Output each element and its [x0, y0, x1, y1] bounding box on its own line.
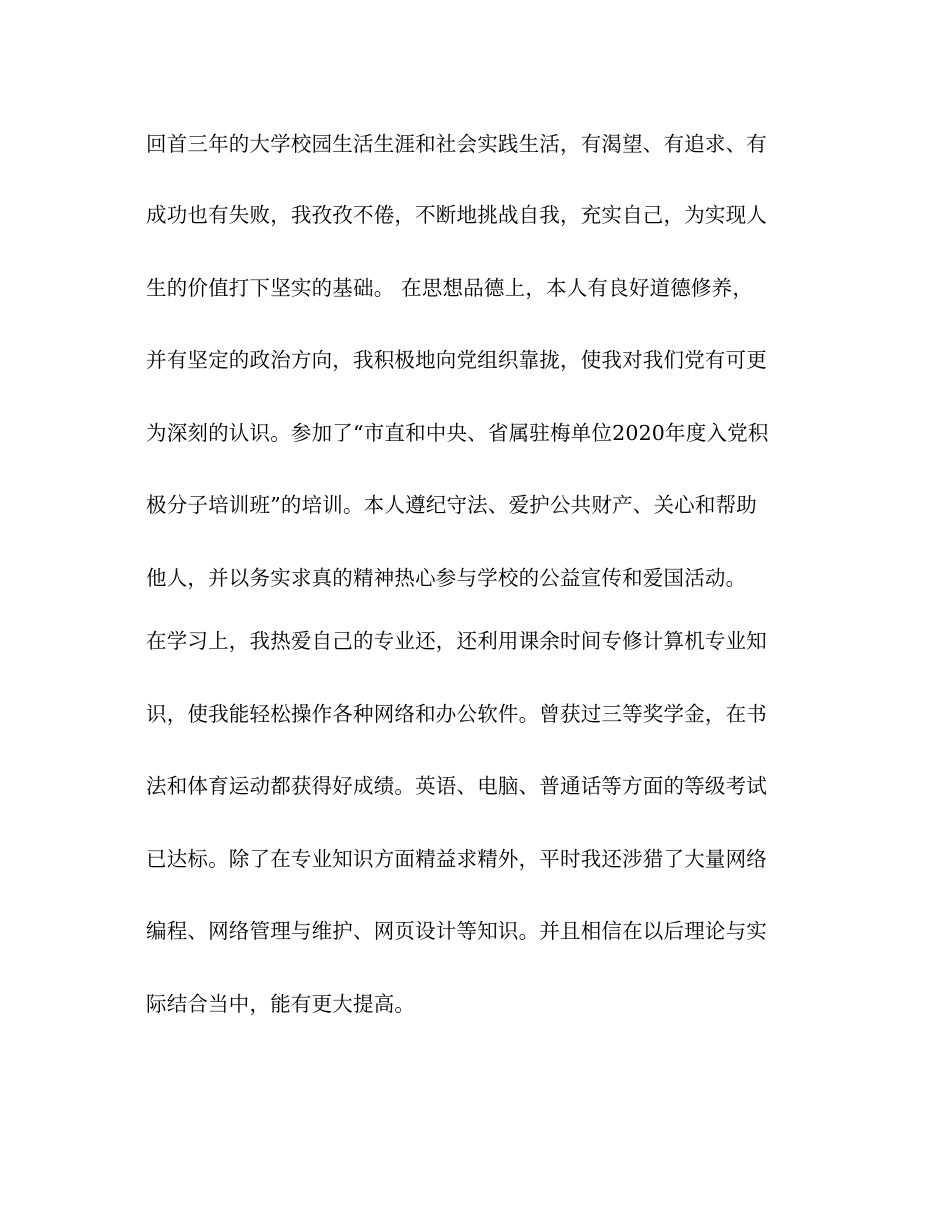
- text-line: 识，使我能轻松操作各种网络和办公软件。曾获过三等奖学金，在书: [146, 702, 767, 726]
- text-line: 在学习上，我热爱自己的专业还，还利用课余时间专修计算机专业知: [146, 629, 767, 653]
- text-line: 回首三年的大学校园生活生涯和社会实践生活，有渴望、有追求、有: [146, 132, 767, 156]
- text-line: 编程、网络管理与维护、网页设计等知识。并且相信在以后理论与实: [146, 919, 767, 943]
- text-line: 极分子培训班”的培训。本人遵纪守法、爱护公共财产、关心和帮助: [146, 493, 757, 517]
- text-line: 成功也有失败，我孜孜不倦，不断地挑战自我，充实自己，为实现人: [146, 203, 767, 227]
- text-line: 他人，并以务实求真的精神热心参与学校的公益宣传和爱国活动。: [146, 566, 747, 590]
- text-line: 法和体育运动都获得好成绩。英语、电脑、普通话等方面的等级考试: [146, 774, 767, 798]
- text-line: 际结合当中，能有更大提高。: [146, 992, 416, 1016]
- text-line: 为深刻的认识。参加了“市直和中央、省属驻梅单位2020年度入党积: [146, 421, 769, 445]
- text-line: 并有坚定的政治方向，我积极地向党组织靠拢，使我对我们党有可更: [146, 348, 767, 372]
- text-line: 已达标。除了在专业知识方面精益求精外，平时我还涉猎了大量网络: [146, 847, 767, 871]
- text-line: 生的价值打下坚实的基础。 在思想品德上，本人有良好道德修养，: [146, 276, 754, 300]
